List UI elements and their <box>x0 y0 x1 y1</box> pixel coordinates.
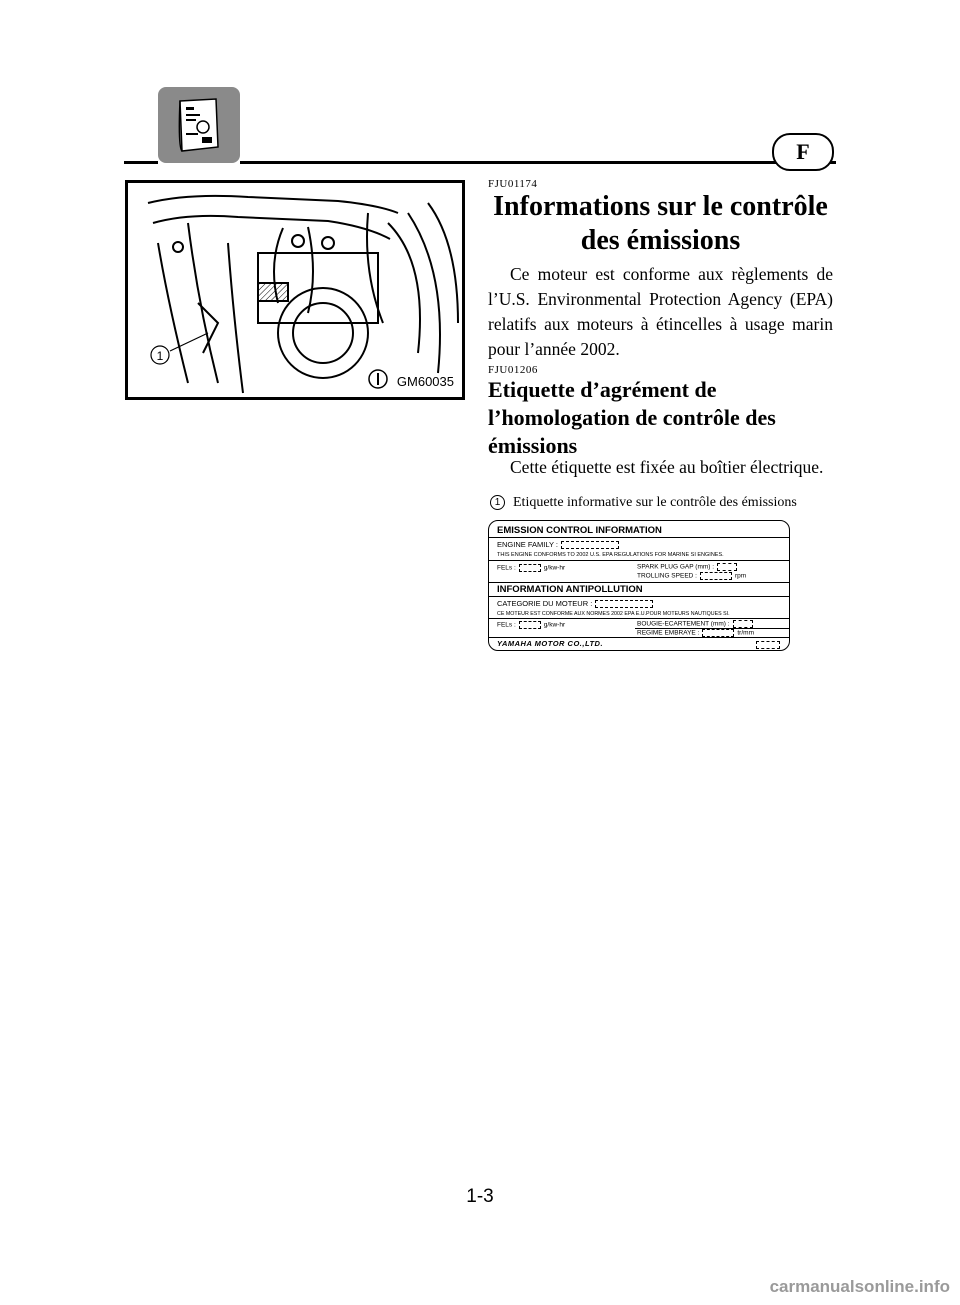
section2-code: FJU01206 <box>488 364 538 376</box>
section2-body: Cette étiquette est fixée au boîtier électrique. <box>510 457 824 477</box>
figure-callout-1: 1 <box>156 349 164 363</box>
label-conform-fr: CE MOTEUR EST CONFORME AUX NORMES 2002 EPA E.U.POUR MOTEURS NAUTIQUES SI. <box>497 611 730 617</box>
label-spark-plug: SPARK PLUG GAP (mm) : <box>637 563 740 571</box>
figure-code: GM60035 <box>396 374 454 389</box>
label-bougie: BOUGIE-ECARTEMENT (mm) : <box>637 620 756 628</box>
engine-illustration <box>125 180 465 400</box>
label-rule <box>489 537 789 538</box>
label-rule <box>489 618 789 619</box>
label-rule <box>489 596 789 597</box>
page-number: 1-3 <box>466 1186 494 1207</box>
header-rule-right <box>240 161 836 164</box>
label-categorie: CATEGORIE DU MOTEUR : <box>497 599 656 608</box>
callout-caption <box>490 495 797 511</box>
watermark: carmanualsonline.info <box>769 1277 950 1296</box>
header-rule-left <box>124 161 158 164</box>
label-heading-en: EMISSION CONTROL INFORMATION <box>497 525 662 536</box>
label-serial-box <box>756 641 780 649</box>
label-trolling: TROLLING SPEED : rpm <box>637 572 747 580</box>
label-fels-en: FELs : g/kw-hr <box>497 564 566 572</box>
label-heading-fr: INFORMATION ANTIPOLLUTION <box>497 584 643 595</box>
callout-number: 1 <box>490 495 505 510</box>
label-rule <box>489 637 789 638</box>
label-conform-en: THIS ENGINE CONFORMS TO 2002 U.S. EPA REGULATIONS FOR MARINE SI ENGINES. <box>497 552 724 558</box>
label-fels-fr: FELs : g/kw-hr <box>497 621 566 629</box>
section1-code: FJU01174 <box>488 178 538 190</box>
section1-body: Ce moteur est conforme aux règlements de l’U.S. Environmental Protection Agency (EPA) relatifs aux moteurs à étincelles à usage marin pour l’année 2002. <box>488 264 833 359</box>
label-rule <box>489 560 789 561</box>
label-regime: REGIME EMBRAYE : tr/mm <box>637 629 754 637</box>
language-badge: F <box>772 133 834 171</box>
section1-title: Informations sur le contrôle des émissions <box>493 191 828 256</box>
label-rule <box>489 582 789 583</box>
section2-title: Etiquette d’agrément de l’homologation de contrôle des émissions <box>488 377 776 458</box>
label-maker: YAMAHA MOTOR CO.,LTD. <box>497 639 604 648</box>
callout-text: Etiquette informative sur le contrôle des émissions <box>513 495 797 510</box>
label-engine-family: ENGINE FAMILY : <box>497 540 622 549</box>
emission-control-label <box>488 520 790 651</box>
manual-book-icon <box>158 87 240 163</box>
